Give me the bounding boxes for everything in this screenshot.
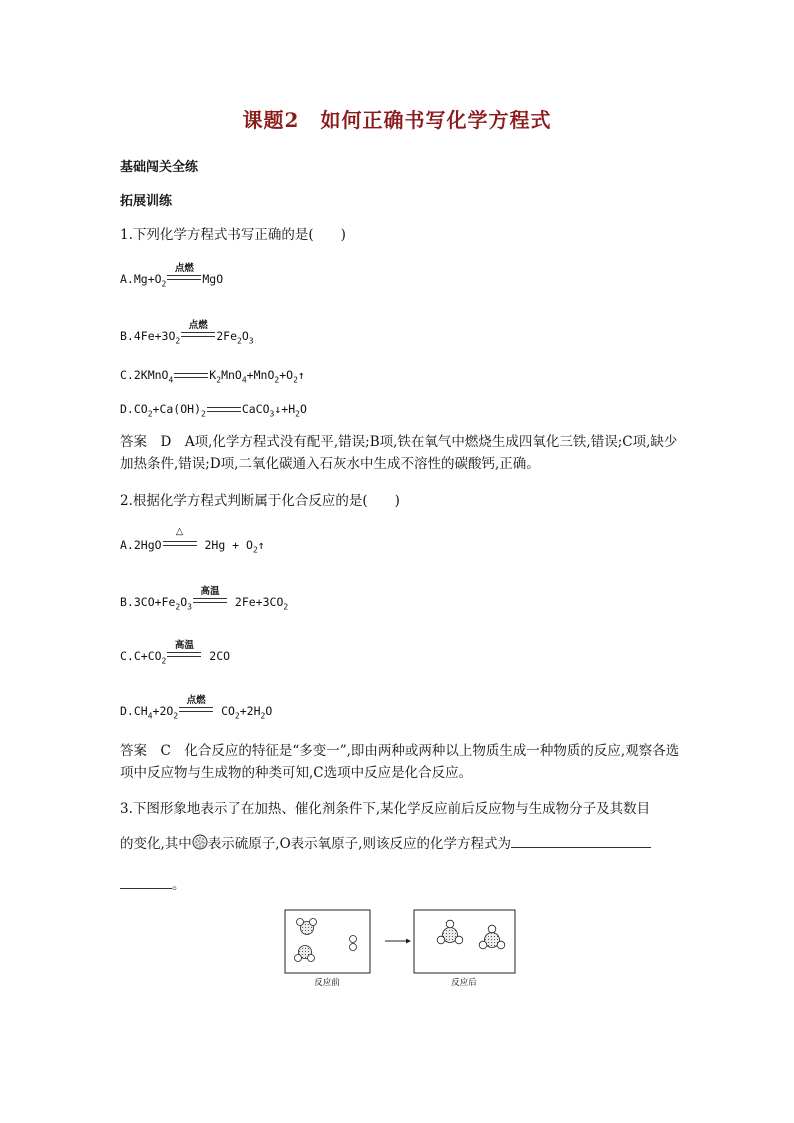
reaction-condition: 高温: [193, 598, 227, 606]
sulfur-atom-icon: [192, 834, 208, 850]
section-heading-extension: 拓展训练: [120, 194, 173, 209]
q2-option-b[interactable]: $B.3CO+Fe_2O_3$ 高温 $2Fe+3CO_2$: [120, 586, 289, 612]
reaction-arrow: [385, 939, 411, 944]
equals-sign: [174, 373, 208, 378]
reaction-condition: 点燃: [167, 275, 201, 283]
answer-blank-continued[interactable]: [120, 887, 172, 889]
q2-option-c[interactable]: $C.C+CO_2$ 高温 2CO: [120, 640, 231, 666]
equals-sign: [207, 407, 241, 412]
q2-answer: 答案 C 化合反应的特征是“多变一”,即由两种或两种以上物质生成一种物质的反应,观察各选项中反应物与生成物的种类可知,C选项中反应是化合反应。: [120, 743, 680, 781]
reaction-condition: 高温: [167, 652, 201, 660]
question-2-stem: 2.根据化学方程式判断属于化合反应的是( ): [120, 493, 400, 509]
q1-option-a[interactable]: $A.Mg+O_2$ 点燃 MgO: [120, 263, 224, 289]
reaction-diagram: [280, 905, 520, 993]
q1-option-d[interactable]: $D.CO_2+Ca(OH)_2$ $CaCO_3↓+H_2O$: [120, 402, 307, 419]
q2-option-a[interactable]: A.2HgO △ $2Hg + O_2↑$: [120, 526, 265, 555]
q1-option-c[interactable]: C.2KMnO$_4$ $K_2MnO_4+MnO_2+O_2↑$: [120, 368, 305, 385]
section-heading-basic: 基础闯关全练: [120, 160, 199, 175]
reaction-condition: △: [163, 541, 197, 549]
q2-option-d[interactable]: $D.CH_4+2O_2$ 点燃 $CO_2+2H_2O$: [120, 695, 273, 721]
question-3-line3: 。: [120, 873, 186, 893]
reaction-condition: 点燃: [179, 707, 213, 715]
question-3-line1: 3.下图形象地表示了在加热、催化剂条件下,某化学反应前后反应物与生成物分子及其数目: [120, 801, 651, 817]
after-reaction-label: 反应后: [451, 978, 477, 988]
q1-option-b[interactable]: $B.4Fe+3O_2$ 点燃 $2Fe_2O_3$: [120, 320, 254, 346]
page-title: 课题2 如何正确书写化学方程式: [242, 108, 552, 132]
answer-blank[interactable]: [511, 846, 651, 848]
question-1-stem: 1.下列化学方程式书写正确的是( ): [120, 227, 346, 243]
reaction-condition: 点燃: [181, 332, 215, 340]
before-reaction-label: 反应前: [314, 978, 340, 988]
question-3-line2: 的变化,其中 表示硫原子,O表示氧原子,则该反应的化学方程式为: [120, 832, 651, 852]
q1-answer: 答案 D A项,化学方程式没有配平,错误;B项,铁在氧气中燃烧生成四氧化三铁,错误;C项,缺少加热条件,错误;D项,二氧化碳通入石灰水中生成不溶性的碳酸钙,正确。: [120, 434, 678, 472]
